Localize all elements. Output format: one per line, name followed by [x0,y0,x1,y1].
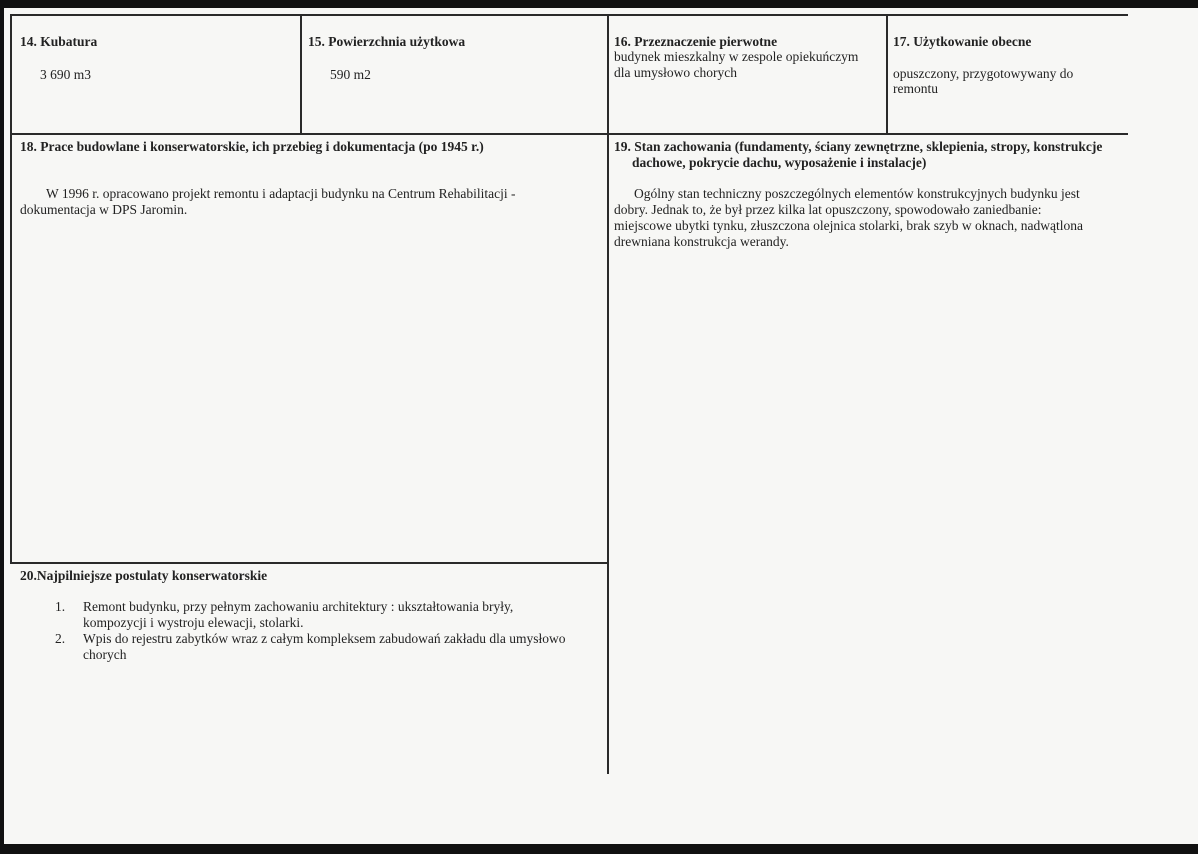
condition-label-line1: 19. Stan zachowania (fundamenty, ściany zewnętrzne, sklepienia, stropy, konstrukcje [614,139,1103,154]
original-purpose-value-line2: dla umysłowo chorych [614,65,737,80]
divider-14-15 [300,14,302,134]
postulate-2-number: 2. [55,631,66,646]
section-20-top-border [10,562,608,564]
condition-value-line2: dobry. Jednak to, że był przez kilka lat opuszczony, spowodowało zaniedbanie: [614,202,1042,217]
scan-edge-bottom [0,844,1198,854]
scan-edge-top [0,0,1198,8]
kubatura-label: 14. Kubatura [20,34,98,49]
condition-value-line4: drewniana konstrukcja werandy. [614,234,789,249]
current-use-value-line1: opuszczony, przygotowywany do [893,66,1074,81]
center-divider [607,14,609,774]
construction-works-label: 18. Prace budowlane i konserwatorskie, ich przebieg i dokumentacja (po 1945 r.) [20,139,484,154]
usable-area-value: 590 m2 [330,67,371,82]
row1-bottom-border [10,133,1128,135]
original-purpose-label: 16. Przeznaczenie pierwotne [614,34,778,49]
scan-edge-left [0,0,4,854]
postulate-2-line1: Wpis do rejestru zabytków wraz z całym kompleksem zabudowań zakładu dla umysłowo [83,631,566,646]
conservation-postulates-label: 20.Najpilniejsze postulaty konserwatorskie [20,568,268,583]
current-use-value-line2: remontu [893,81,938,96]
postulate-1-line1: Remont budynku, przy pełnym zachowaniu architektury : ukształtowania bryły, [83,599,514,614]
condition-value-line1: Ogólny stan techniczny poszczególnych elementów konstrukcyjnych budynku jest [634,186,1080,201]
usable-area-label: 15. Powierzchnia użytkowa [308,34,466,49]
condition-label-line2: dachowe, pokrycie dachu, wyposażenie i instalacje) [632,155,927,170]
condition-value-line3: miejscowe ubytki tynku, złuszczona olejnica stolarki, brak szyb w oknach, nadwątlona [614,218,1083,233]
top-border [10,14,1128,16]
original-purpose-value-line1: budynek mieszkalny w zespole opiekuńczym [614,49,859,64]
postulate-2-line2: chorych [83,647,127,662]
postulate-1-line2: kompozycji i wystroju elewacji, stolarki. [83,615,304,630]
current-use-label: 17. Użytkowanie obecne [893,34,1032,49]
construction-works-value-line2: dokumentacja w DPS Jaromin. [20,202,188,217]
kubatura-value: 3 690 m3 [40,67,92,82]
left-border [10,14,12,564]
postulate-1-number: 1. [55,599,66,614]
construction-works-value-line1: W 1996 r. opracowano projekt remontu i adaptacji budynku na Centrum Rehabilitacji - [46,186,516,201]
divider-16-17 [886,14,888,134]
